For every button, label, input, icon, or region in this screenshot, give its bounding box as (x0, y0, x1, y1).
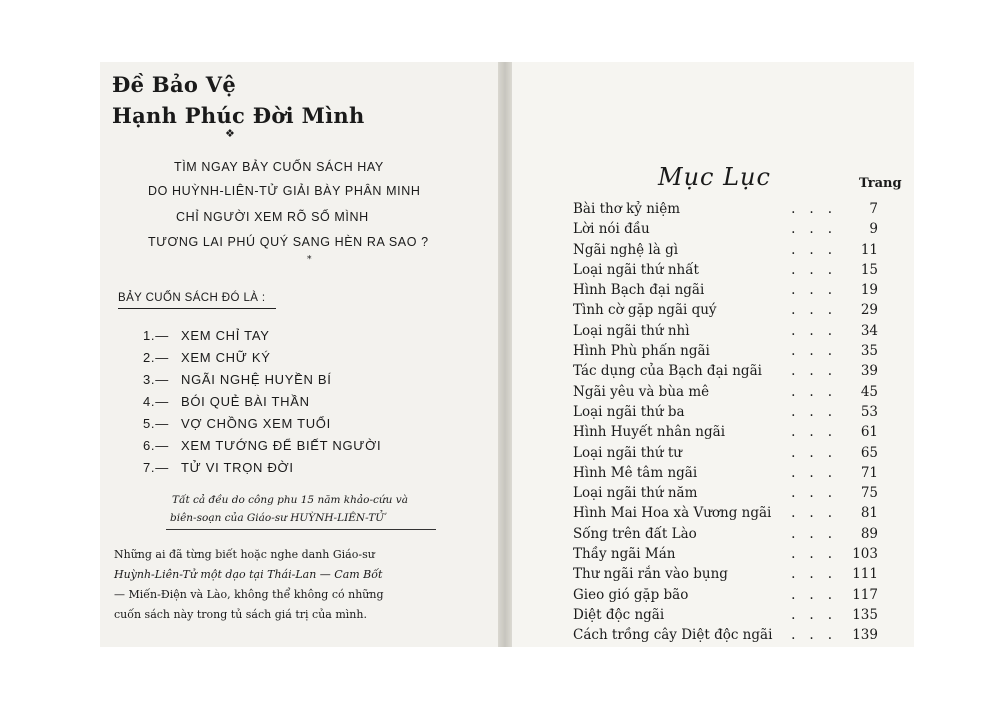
toc-leader-dots: ... (791, 343, 846, 360)
book-number: 5.— (143, 416, 169, 431)
book-number: 7.— (143, 460, 169, 475)
toc-entry (573, 262, 878, 282)
toc-entry-page: 75 (860, 485, 878, 502)
toc-entry-label: Loại ngãi thứ ba (573, 403, 685, 420)
toc-entry-page: 53 (860, 403, 878, 420)
paragraph-line: — Miến-Điện và Lào, không thể không có những (114, 588, 384, 601)
toc-leader-dots: ... (791, 627, 846, 644)
toc-leader-dots: ... (791, 302, 846, 319)
toc-entry (573, 363, 878, 383)
toc-entry (573, 607, 878, 627)
toc-leader-dots: ... (791, 546, 846, 563)
toc-entry (573, 505, 878, 525)
toc-entry (573, 221, 878, 241)
table-of-contents (573, 201, 878, 648)
toc-leader-dots: ... (791, 606, 846, 623)
toc-entry-label: Loại ngãi thứ năm (573, 485, 698, 502)
toc-leader-dots: ... (791, 566, 846, 583)
toc-heading: Mục Lục (658, 163, 771, 191)
toc-entry-page: 135 (852, 606, 878, 623)
toc-entry (573, 526, 878, 546)
book-number: 3.— (143, 372, 169, 387)
toc-leader-dots: ... (791, 383, 846, 400)
toc-entry-label: Hình Bạch đại ngãi (573, 282, 705, 299)
toc-entry-label: Gieo gió gặp bão (573, 586, 689, 603)
toc-entry (573, 302, 878, 322)
toc-entry-label: Ngãi nghệ là gì (573, 241, 679, 258)
closing-paragraph (114, 545, 444, 625)
toc-entry-label: Cách trồng cây Diệt độc ngãi (573, 627, 773, 644)
page-column-header: Trang (859, 176, 902, 191)
toc-entry (573, 282, 878, 302)
book-item (143, 460, 294, 475)
toc-entry (573, 201, 878, 221)
toc-entry-page: 9 (869, 221, 878, 238)
toc-entry (573, 485, 878, 505)
book-title: XEM TƯỚNG ĐỂ BIẾT NGƯỜI (181, 438, 382, 453)
toc-entry-label: Thư ngãi rắn vào bụng (573, 566, 728, 583)
toc-entry (573, 465, 878, 485)
book-title: XEM CHỮ KÝ (181, 350, 271, 365)
toc-entry-page: 19 (860, 282, 878, 299)
toc-entry-label: Ngãi yêu và bùa mê (573, 383, 710, 400)
toc-entry-label: Loại ngãi thứ nhất (573, 261, 699, 278)
toc-leader-dots: ... (791, 282, 846, 299)
toc-entry (573, 404, 878, 424)
left-title-line1: Đề Bảo Vệ (112, 72, 237, 97)
toc-entry-page: 139 (852, 627, 878, 644)
toc-leader-dots: ... (791, 586, 846, 603)
toc-entry-page: 35 (860, 343, 878, 360)
toc-entry-label: Loại ngãi thứ nhì (573, 322, 690, 339)
toc-leader-dots: ... (791, 424, 846, 441)
toc-entry-page: 111 (852, 566, 878, 583)
toc-leader-dots: ... (791, 261, 846, 278)
promo-line: TÌM NGAY BẢY CUỐN SÁCH HAY (174, 160, 384, 174)
toc-entry (573, 587, 878, 607)
toc-leader-dots: ... (791, 201, 846, 217)
toc-entry-label: Bài thơ kỷ niệm (573, 201, 681, 217)
toc-leader-dots: ... (791, 444, 846, 461)
left-title-line2: Hạnh Phúc Đời Mình (112, 103, 365, 128)
toc-entry-page: 45 (860, 383, 878, 400)
toc-entry (573, 627, 878, 647)
toc-entry-label: Hình Mai Hoa xà Vương ngãi (573, 505, 772, 522)
toc-leader-dots: ... (791, 221, 846, 238)
toc-entry-label: Thầy ngãi Mán (573, 546, 676, 563)
book-title: NGÃI NGHỆ HUYỀN BÍ (181, 372, 332, 387)
toc-entry (573, 566, 878, 586)
book-item (143, 328, 270, 343)
book-number: 2.— (143, 350, 169, 365)
toc-entry-page: 61 (860, 424, 878, 441)
author-note-line1: Tất cả đều do công phu 15 năm khảo-cứu và (172, 494, 408, 506)
book-gutter (498, 62, 512, 647)
toc-entry-label: Sống trên đất Lào (573, 525, 697, 542)
toc-entry-page: 65 (860, 444, 878, 461)
paragraph-line: cuốn sách này trong tủ sách giá trị của mình. (114, 608, 367, 621)
book-item (143, 416, 331, 431)
toc-leader-dots: ... (791, 485, 846, 502)
paragraph-line: Những ai đã từng biết hoặc nghe danh Giáo-sư (114, 548, 375, 561)
book-title: BÓI QUẺ BÀI THẦN (181, 394, 310, 409)
toc-entry-page: 29 (860, 302, 878, 319)
paragraph-line: Huỳnh-Liên-Tử một dạo tại Thái-Lan — Cam Bốt (114, 568, 383, 581)
promo-line: CHỈ NGƯỜI XEM RÕ SỐ MÌNH (176, 210, 369, 224)
toc-entry-label: Hình Phù phấn ngãi (573, 343, 710, 360)
toc-entry-page: 81 (860, 505, 878, 522)
toc-entry (573, 384, 878, 404)
book-title: TỬ VI TRỌN ĐỜI (181, 460, 294, 475)
toc-leader-dots: ... (791, 322, 846, 339)
promo-line: DO HUỲNH-LIÊN-TỬ GIẢI BÀY PHÂN MINH (148, 184, 421, 198)
toc-entry-label: Tình cờ gặp ngãi quý (573, 302, 717, 319)
toc-leader-dots: ... (791, 241, 846, 258)
book-item (143, 438, 381, 453)
toc-leader-dots: ... (791, 464, 846, 481)
toc-leader-dots: ... (791, 403, 846, 420)
toc-entry-page: 34 (860, 322, 878, 339)
book-item (143, 394, 310, 409)
toc-entry-page: 39 (860, 363, 878, 380)
toc-leader-dots: ... (791, 363, 846, 380)
book-number: 1.— (143, 328, 169, 343)
subheading-underline (118, 308, 276, 309)
toc-entry-page: 7 (869, 201, 878, 217)
toc-entry (573, 343, 878, 363)
books-subheading: BẢY CUỐN SÁCH ĐÓ LÀ : (118, 292, 266, 304)
toc-entry (573, 445, 878, 465)
book-item (143, 350, 271, 365)
toc-leader-dots: ... (791, 525, 846, 542)
toc-entry-page: 103 (852, 546, 878, 563)
book-number: 6.— (143, 438, 169, 453)
toc-entry-label: Hình Mê tâm ngãi (573, 464, 698, 481)
toc-entry-page: 11 (860, 241, 878, 258)
toc-entry-label: Tác dụng của Bạch đại ngãi (573, 363, 762, 380)
toc-leader-dots: ... (791, 505, 846, 522)
toc-entry (573, 323, 878, 343)
note-underline (166, 529, 436, 530)
toc-entry-label: Loại ngãi thứ tư (573, 444, 682, 461)
toc-entry (573, 242, 878, 262)
toc-entry-page: 71 (860, 464, 878, 481)
book-item (143, 372, 332, 387)
book-number: 4.— (143, 394, 169, 409)
ornament-icon: ❖ (225, 127, 235, 140)
toc-entry-page: 15 (860, 261, 878, 278)
toc-entry-label: Lời nói đầu (573, 221, 650, 238)
toc-entry (573, 424, 878, 444)
toc-entry-page: 89 (860, 525, 878, 542)
toc-entry-label: Hình Huyết nhân ngãi (573, 424, 726, 441)
toc-entry-label: Diệt độc ngãi (573, 606, 665, 623)
book-title: XEM CHỈ TAY (181, 328, 270, 343)
promo-line: TƯƠNG LAI PHÚ QUÝ SANG HÈN RA SAO ? (148, 235, 429, 249)
book-title: VỢ CHỒNG XEM TUỔI (181, 416, 331, 431)
separator-mark: * (307, 255, 312, 265)
toc-entry (573, 546, 878, 566)
toc-entry-page: 117 (852, 586, 878, 603)
author-note-line2: biên-soạn của Giáo-sư HUỲNH-LIÊN-TỬ (170, 512, 385, 524)
